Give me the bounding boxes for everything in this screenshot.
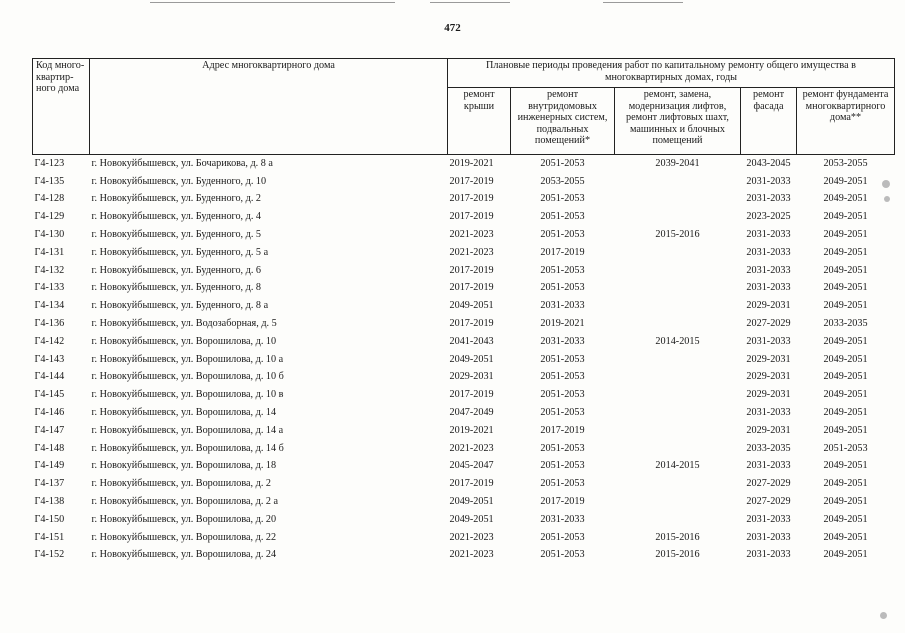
cell-roof-period: 2017-2019 <box>449 478 494 490</box>
cell-address: г. Новокуйбышевск, ул. Ворошилова, д. 20 <box>91 513 277 525</box>
cell-facade-period: 2031-2033 <box>746 335 791 347</box>
cell-house-code: Г4-144 <box>34 371 65 383</box>
cell-house-code: Г4-142 <box>34 335 65 347</box>
cell-address: г. Новокуйбышевск, ул. Ворошилова, д. 10 в <box>91 389 284 401</box>
cell-address: г. Новокуйбышевск, ул. Буденного, д. 2 <box>91 193 262 205</box>
header-engineering-repair: ремонт внутридомовых инженерных систем, подвальных помещений* <box>511 88 615 155</box>
cell-engineering-period: 2053-2055 <box>540 175 585 187</box>
cell-elevator-period: 2015-2016 <box>655 549 700 561</box>
cell-roof-period: 2019-2021 <box>449 424 494 436</box>
cell-engineering-period: 2017-2019 <box>540 246 585 258</box>
cell-address: г. Новокуйбышевск, ул. Ворошилова, д. 14 б <box>91 442 284 454</box>
table-row <box>33 439 895 457</box>
cell-engineering-period: 2051-2053 <box>540 371 585 383</box>
cell-address: г. Новокуйбышевск, ул. Буденного, д. 5 а <box>91 246 269 258</box>
cell-house-code: Г4-131 <box>34 246 65 258</box>
cell-house-code: Г4-150 <box>34 513 65 525</box>
cell-roof-period: 2021-2023 <box>449 549 494 561</box>
cell-foundation-period: 2049-2051 <box>823 478 868 490</box>
cell-house-code: Г4-146 <box>34 407 65 419</box>
cell-house-code: Г4-147 <box>34 424 65 436</box>
cell-house-code: Г4-148 <box>34 442 65 454</box>
cell-address: г. Новокуйбышевск, ул. Водозаборная, д. 5 <box>91 318 277 330</box>
cell-foundation-period: 2051-2053 <box>823 442 868 454</box>
table-row <box>33 190 895 208</box>
table-row <box>33 315 895 333</box>
cell-foundation-period: 2049-2051 <box>823 282 868 294</box>
cell-foundation-period: 2049-2051 <box>823 300 868 312</box>
table-row <box>33 350 895 368</box>
cell-house-code: Г4-130 <box>34 229 65 241</box>
cell-facade-period: 2031-2033 <box>746 193 791 205</box>
cell-address: г. Новокуйбышевск, ул. Ворошилова, д. 2 <box>91 478 272 490</box>
table-row <box>33 457 895 475</box>
cell-facade-period: 2023-2025 <box>746 211 791 223</box>
cell-engineering-period: 2051-2053 <box>540 282 585 294</box>
cell-roof-period: 2049-2051 <box>449 496 494 508</box>
cell-engineering-period: 2051-2053 <box>540 264 585 276</box>
cell-house-code: Г4-136 <box>34 318 65 330</box>
table-row <box>33 297 895 315</box>
header-roof-repair: ремонт крыши <box>448 88 511 155</box>
table-row <box>33 493 895 511</box>
cell-roof-period: 2041-2043 <box>449 335 494 347</box>
cell-facade-period: 2027-2029 <box>746 496 791 508</box>
cell-elevator-period <box>615 386 741 404</box>
cell-house-code: Г4-123 <box>34 158 65 170</box>
cell-address: г. Новокуйбышевск, ул. Ворошилова, д. 14 а <box>91 424 284 436</box>
cell-roof-period: 2017-2019 <box>449 193 494 205</box>
header-foundation-repair: ремонт фундамента многоквартирного дома** <box>797 88 895 155</box>
cell-roof-period: 2017-2019 <box>449 211 494 223</box>
cell-house-code: Г4-135 <box>34 175 65 187</box>
cell-house-code: Г4-149 <box>34 460 65 472</box>
cell-roof-period: 2017-2019 <box>449 264 494 276</box>
capital-repair-table <box>32 58 895 564</box>
cell-foundation-period: 2049-2051 <box>823 496 868 508</box>
cell-foundation-period: 2049-2051 <box>823 246 868 258</box>
cell-roof-period: 2019-2021 <box>449 158 494 170</box>
cell-house-code: Г4-128 <box>34 193 65 205</box>
cell-address: г. Новокуйбышевск, ул. Ворошилова, д. 10 <box>91 335 277 347</box>
cell-house-code: Г4-137 <box>34 478 65 490</box>
cell-house-code: Г4-132 <box>34 264 65 276</box>
table-row <box>33 404 895 422</box>
cell-elevator-period <box>615 510 741 528</box>
scan-edge-line <box>430 2 510 3</box>
cell-facade-period: 2031-2033 <box>746 282 791 294</box>
table-row <box>33 208 895 226</box>
cell-elevator-period <box>615 279 741 297</box>
cell-roof-period: 2049-2051 <box>449 353 494 365</box>
cell-foundation-period: 2049-2051 <box>823 531 868 543</box>
cell-address: г. Новокуйбышевск, ул. Буденного, д. 4 <box>91 211 262 223</box>
cell-elevator-period <box>615 243 741 261</box>
cell-roof-period: 2049-2051 <box>449 300 494 312</box>
cell-facade-period: 2031-2033 <box>746 264 791 276</box>
cell-engineering-period: 2051-2053 <box>540 531 585 543</box>
cell-foundation-period: 2049-2051 <box>823 193 868 205</box>
table-row <box>33 386 895 404</box>
cell-facade-period: 2031-2033 <box>746 549 791 561</box>
cell-engineering-period: 2051-2053 <box>540 407 585 419</box>
cell-engineering-period: 2019-2021 <box>540 318 585 330</box>
cell-address: г. Новокуйбышевск, ул. Ворошилова, д. 2 а <box>91 496 279 508</box>
cell-foundation-period: 2049-2051 <box>823 424 868 436</box>
cell-roof-period: 2045-2047 <box>449 460 494 472</box>
cell-facade-period: 2031-2033 <box>746 460 791 472</box>
cell-elevator-period: 2014-2015 <box>655 460 700 472</box>
cell-elevator-period: 2015-2016 <box>655 531 700 543</box>
cell-foundation-period: 2049-2051 <box>823 513 868 525</box>
cell-foundation-period: 2049-2051 <box>823 211 868 223</box>
cell-facade-period: 2029-2031 <box>746 389 791 401</box>
cell-elevator-period <box>615 350 741 368</box>
table-row <box>33 421 895 439</box>
table-row <box>33 261 895 279</box>
cell-engineering-period: 2017-2019 <box>540 496 585 508</box>
cell-engineering-period: 2051-2053 <box>540 389 585 401</box>
cell-facade-period: 2031-2033 <box>746 407 791 419</box>
cell-facade-period: 2029-2031 <box>746 371 791 383</box>
cell-facade-period: 2031-2033 <box>746 531 791 543</box>
cell-house-code: Г4-138 <box>34 496 65 508</box>
cell-foundation-period: 2049-2051 <box>823 549 868 561</box>
cell-foundation-period: 2033-2035 <box>823 318 868 330</box>
cell-roof-period: 2017-2019 <box>449 282 494 294</box>
table-row <box>33 332 895 350</box>
cell-house-code: Г4-151 <box>34 531 65 543</box>
cell-foundation-period: 2049-2051 <box>823 407 868 419</box>
cell-foundation-period: 2049-2051 <box>823 335 868 347</box>
header-elevator-repair: ремонт, замена, модернизация лифтов, ремонт лифтовых шахт, машинных и блочных помещений <box>615 88 741 155</box>
cell-facade-period: 2033-2035 <box>746 442 791 454</box>
cell-address: г. Новокуйбышевск, ул. Ворошилова, д. 24 <box>91 549 277 561</box>
cell-elevator-period: 2015-2016 <box>655 229 700 241</box>
cell-facade-period: 2029-2031 <box>746 424 791 436</box>
cell-address: г. Новокуйбышевск, ул. Ворошилова, д. 22 <box>91 531 277 543</box>
cell-facade-period: 2027-2029 <box>746 318 791 330</box>
cell-facade-period: 2031-2033 <box>746 513 791 525</box>
cell-address: г. Новокуйбышевск, ул. Буденного, д. 5 <box>91 229 262 241</box>
cell-house-code: Г4-152 <box>34 549 65 561</box>
cell-engineering-period: 2051-2053 <box>540 478 585 490</box>
cell-engineering-period: 2051-2053 <box>540 211 585 223</box>
cell-facade-period: 2031-2033 <box>746 229 791 241</box>
cell-elevator-period <box>615 261 741 279</box>
cell-foundation-period: 2049-2051 <box>823 175 868 187</box>
cell-facade-period: 2031-2033 <box>746 175 791 187</box>
table-row <box>33 155 895 173</box>
cell-address: г. Новокуйбышевск, ул. Буденного, д. 8 а <box>91 300 269 312</box>
cell-roof-period: 2021-2023 <box>449 442 494 454</box>
cell-elevator-period <box>615 421 741 439</box>
table-row <box>33 528 895 546</box>
cell-facade-period: 2029-2031 <box>746 353 791 365</box>
cell-engineering-period: 2031-2033 <box>540 335 585 347</box>
table-row <box>33 279 895 297</box>
header-address: Адрес многоквартирного дома <box>90 59 448 155</box>
table-row <box>33 243 895 261</box>
table-row <box>33 475 895 493</box>
cell-house-code: Г4-134 <box>34 300 65 312</box>
table-row <box>33 510 895 528</box>
header-facade-repair: ремонт фасада <box>741 88 797 155</box>
cell-house-code: Г4-143 <box>34 353 65 365</box>
cell-house-code: Г4-129 <box>34 211 65 223</box>
table-row <box>33 546 895 564</box>
table-row <box>33 368 895 386</box>
cell-foundation-period: 2049-2051 <box>823 389 868 401</box>
cell-facade-period: 2043-2045 <box>746 158 791 170</box>
cell-foundation-period: 2053-2055 <box>823 158 868 170</box>
cell-elevator-period <box>615 208 741 226</box>
cell-engineering-period: 2031-2033 <box>540 300 585 312</box>
cell-address: г. Новокуйбышевск, ул. Ворошилова, д. 10 а <box>91 353 284 365</box>
cell-elevator-period <box>615 172 741 190</box>
cell-address: г. Новокуйбышевск, ул. Бочарикова, д. 8 а <box>91 158 273 170</box>
cell-address: г. Новокуйбышевск, ул. Ворошилова, д. 10 б <box>91 371 284 383</box>
cell-roof-period: 2029-2031 <box>449 371 494 383</box>
header-house-code: Код много-квартир-ного дома <box>33 59 90 155</box>
cell-address: г. Новокуйбышевск, ул. Буденного, д. 8 <box>91 282 262 294</box>
cell-foundation-period: 2049-2051 <box>823 460 868 472</box>
table-row <box>33 226 895 244</box>
cell-elevator-period <box>615 475 741 493</box>
scan-speck <box>880 612 887 619</box>
cell-roof-period: 2017-2019 <box>449 318 494 330</box>
cell-foundation-period: 2049-2051 <box>823 264 868 276</box>
cell-elevator-period <box>615 315 741 333</box>
cell-engineering-period: 2051-2053 <box>540 193 585 205</box>
cell-elevator-period: 2014-2015 <box>655 335 700 347</box>
cell-foundation-period: 2049-2051 <box>823 371 868 383</box>
cell-elevator-period: 2039-2041 <box>655 158 700 170</box>
scan-edge-line <box>603 2 683 3</box>
cell-roof-period: 2049-2051 <box>449 513 494 525</box>
cell-foundation-period: 2049-2051 <box>823 353 868 365</box>
cell-engineering-period: 2017-2019 <box>540 424 585 436</box>
cell-roof-period: 2017-2019 <box>449 175 494 187</box>
cell-roof-period: 2021-2023 <box>449 531 494 543</box>
cell-address: г. Новокуйбышевск, ул. Буденного, д. 10 <box>91 175 267 187</box>
cell-elevator-period <box>615 439 741 457</box>
cell-foundation-period: 2049-2051 <box>823 229 868 241</box>
cell-elevator-period <box>615 368 741 386</box>
cell-engineering-period: 2031-2033 <box>540 513 585 525</box>
cell-roof-period: 2021-2023 <box>449 246 494 258</box>
header-planned-periods: Плановые периоды проведения работ по капитальному ремонту общего имущества в многоквартирных домах, годы <box>448 59 895 88</box>
table-body <box>33 155 895 564</box>
cell-engineering-period: 2051-2053 <box>540 353 585 365</box>
cell-engineering-period: 2051-2053 <box>540 442 585 454</box>
cell-address: г. Новокуйбышевск, ул. Ворошилова, д. 18 <box>91 460 277 472</box>
table-row <box>33 172 895 190</box>
page-number: 472 <box>444 22 461 34</box>
cell-engineering-period: 2051-2053 <box>540 158 585 170</box>
cell-facade-period: 2027-2029 <box>746 478 791 490</box>
cell-elevator-period <box>615 297 741 315</box>
scan-edge-line <box>150 2 395 3</box>
cell-engineering-period: 2051-2053 <box>540 229 585 241</box>
cell-address: г. Новокуйбышевск, ул. Буденного, д. 6 <box>91 264 262 276</box>
cell-house-code: Г4-145 <box>34 389 65 401</box>
cell-facade-period: 2031-2033 <box>746 246 791 258</box>
cell-facade-period: 2029-2031 <box>746 300 791 312</box>
cell-house-code: Г4-133 <box>34 282 65 294</box>
cell-engineering-period: 2051-2053 <box>540 460 585 472</box>
cell-roof-period: 2047-2049 <box>449 407 494 419</box>
cell-address: г. Новокуйбышевск, ул. Ворошилова, д. 14 <box>91 407 277 419</box>
cell-elevator-period <box>615 404 741 422</box>
cell-engineering-period: 2051-2053 <box>540 549 585 561</box>
cell-roof-period: 2021-2023 <box>449 229 494 241</box>
cell-roof-period: 2017-2019 <box>449 389 494 401</box>
cell-elevator-period <box>615 493 741 511</box>
cell-elevator-period <box>615 190 741 208</box>
